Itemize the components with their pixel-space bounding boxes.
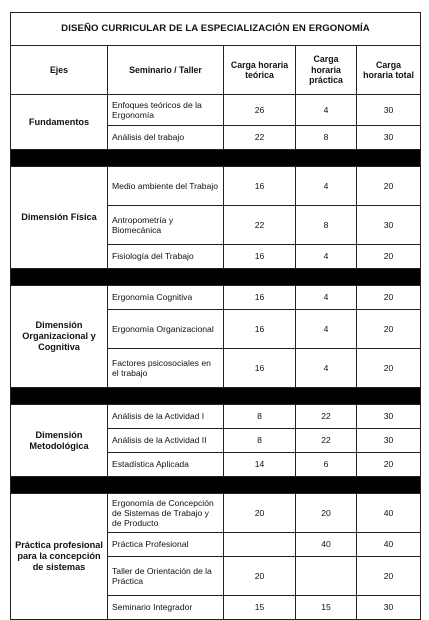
seminario-cell: Fisiología del Trabajo	[108, 245, 224, 269]
total-cell: 20	[357, 245, 421, 269]
teorica-cell: 16	[224, 286, 296, 310]
seminario-cell: Ergonomía de Concepción de Sistemas de Trabajo y de Producto	[108, 494, 224, 533]
total-cell: 40	[357, 494, 421, 533]
total-cell: 20	[357, 286, 421, 310]
table-row	[11, 167, 421, 206]
seminario-cell: Análisis del trabajo	[108, 126, 224, 150]
practica-cell: 4	[296, 286, 357, 310]
separator-band	[11, 150, 421, 167]
header-carga-total: Carga horaria total	[357, 46, 421, 95]
practica-cell: 4	[296, 349, 357, 388]
practica-cell: 4	[296, 245, 357, 269]
table-row	[11, 405, 421, 429]
practica-cell: 6	[296, 453, 357, 477]
total-cell: 30	[357, 206, 421, 245]
table-row	[11, 494, 421, 533]
teorica-cell: 15	[224, 596, 296, 620]
separator-bar	[11, 150, 421, 167]
practica-cell: 40	[296, 533, 357, 557]
header-seminario: Seminario / Taller	[108, 46, 224, 95]
header-ejes: Ejes	[11, 46, 108, 95]
teorica-cell: 14	[224, 453, 296, 477]
seminario-cell: Estadística Aplicada	[108, 453, 224, 477]
separator-band	[11, 269, 421, 286]
total-cell: 20	[357, 557, 421, 596]
total-cell: 30	[357, 95, 421, 126]
separator-bar	[11, 388, 421, 405]
total-cell: 40	[357, 533, 421, 557]
seminario-cell: Enfoques teóricos de la Ergonomía	[108, 95, 224, 126]
teorica-cell: 16	[224, 310, 296, 349]
teorica-cell: 8	[224, 405, 296, 429]
header-carga-teorica: Carga horaria teórica	[224, 46, 296, 95]
total-cell: 30	[357, 126, 421, 150]
teorica-cell: 16	[224, 245, 296, 269]
total-cell: 20	[357, 349, 421, 388]
total-cell: 20	[357, 167, 421, 206]
eje-cell: Fundamentos	[11, 95, 108, 150]
practica-cell: 22	[296, 405, 357, 429]
table-row	[11, 95, 421, 126]
seminario-cell: Práctica Profesional	[108, 533, 224, 557]
eje-cell: Dimensión Física	[11, 167, 108, 269]
seminario-cell: Medio ambiente del Trabajo	[108, 167, 224, 206]
header-carga-practica: Carga horaria práctica	[296, 46, 357, 95]
seminario-cell: Análisis de la Actividad II	[108, 429, 224, 453]
separator-band	[11, 477, 421, 494]
practica-cell: 4	[296, 95, 357, 126]
table-title: DISEÑO CURRICULAR DE LA ESPECIALIZACIÓN EN ERGONOMÍA	[11, 13, 421, 46]
separator-bar	[11, 477, 421, 494]
curriculum-table	[10, 12, 421, 620]
total-cell: 20	[357, 310, 421, 349]
practica-cell: 8	[296, 126, 357, 150]
practica-cell: 15	[296, 596, 357, 620]
seminario-cell: Análisis de la Actividad I	[108, 405, 224, 429]
seminario-cell: Ergonomía Organizacional	[108, 310, 224, 349]
teorica-cell: 20	[224, 494, 296, 533]
seminario-cell: Seminario Integrador	[108, 596, 224, 620]
total-cell: 20	[357, 453, 421, 477]
practica-cell: 4	[296, 167, 357, 206]
separator-bar	[11, 269, 421, 286]
title-row	[11, 13, 421, 46]
eje-cell: Dimensión Metodológica	[11, 405, 108, 477]
teorica-cell	[224, 533, 296, 557]
total-cell: 30	[357, 405, 421, 429]
practica-cell: 22	[296, 429, 357, 453]
teorica-cell: 22	[224, 126, 296, 150]
table-row	[11, 286, 421, 310]
separator-band	[11, 388, 421, 405]
seminario-cell: Taller de Orientación de la Práctica	[108, 557, 224, 596]
total-cell: 30	[357, 429, 421, 453]
header-row	[11, 46, 421, 95]
eje-cell: Práctica profesional para la concepción de sistemas	[11, 494, 108, 620]
practica-cell: 8	[296, 206, 357, 245]
practica-cell: 4	[296, 310, 357, 349]
eje-cell: Dimensión Organizacional y Cognitiva	[11, 286, 108, 388]
teorica-cell: 22	[224, 206, 296, 245]
seminario-cell: Ergonomía Cognitiva	[108, 286, 224, 310]
practica-cell	[296, 557, 357, 596]
teorica-cell: 16	[224, 349, 296, 388]
teorica-cell: 8	[224, 429, 296, 453]
total-cell: 30	[357, 596, 421, 620]
teorica-cell: 16	[224, 167, 296, 206]
seminario-cell: Factores psicosociales en el trabajo	[108, 349, 224, 388]
teorica-cell: 26	[224, 95, 296, 126]
practica-cell: 20	[296, 494, 357, 533]
seminario-cell: Antropometría y Biomecánica	[108, 206, 224, 245]
teorica-cell: 20	[224, 557, 296, 596]
